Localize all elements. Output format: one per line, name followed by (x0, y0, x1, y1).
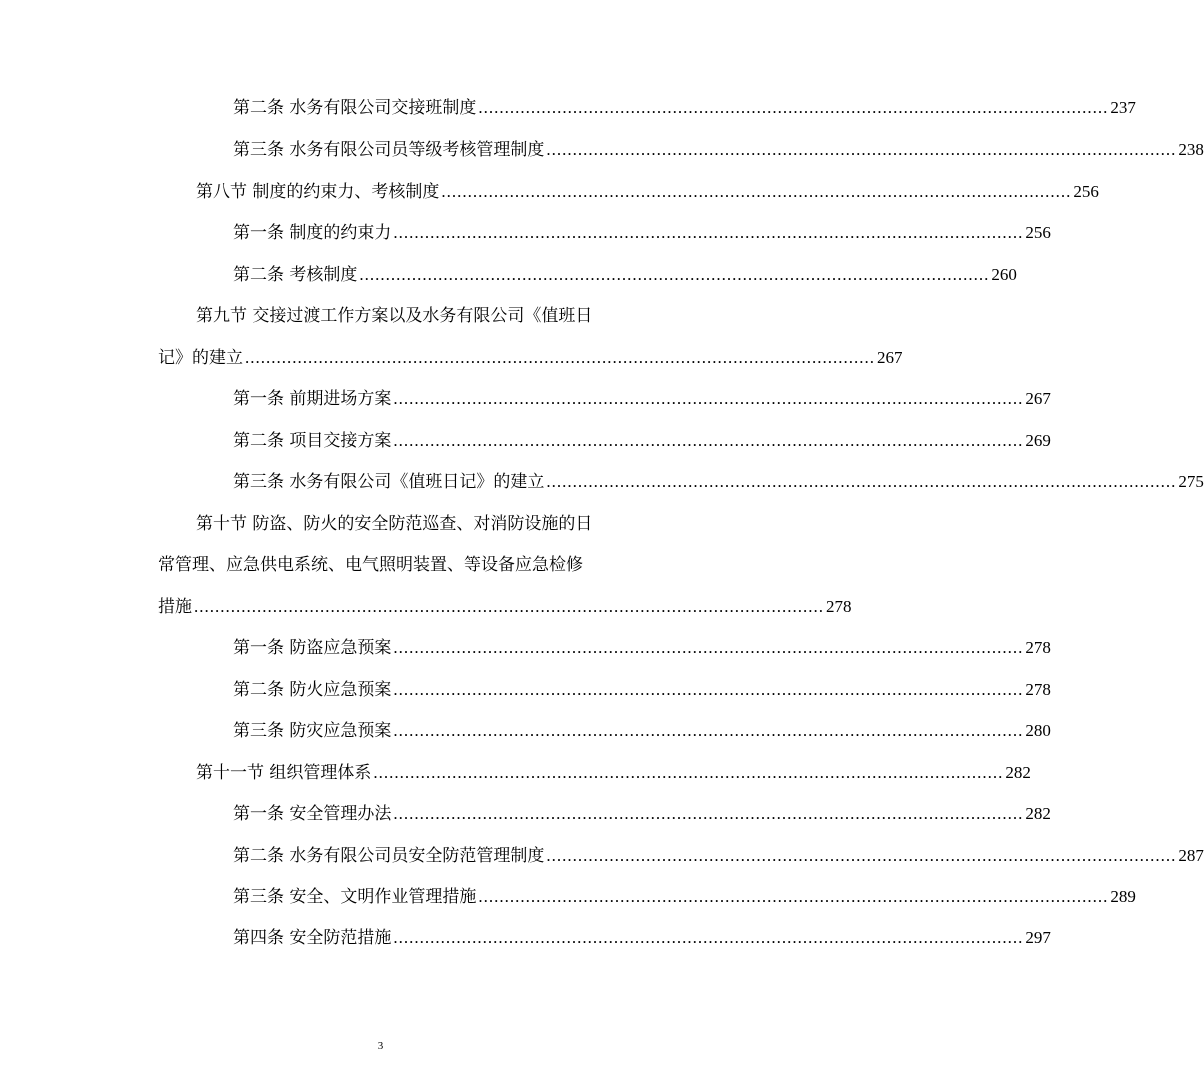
toc-entry[interactable] (233, 263, 1017, 287)
toc-entry-title: 第一条 前期进场方案 (233, 389, 392, 409)
toc-entry-title: 第三条 安全、文明作业管理措施 (233, 887, 477, 907)
toc-dot-leader: ........................................................................................................................ (393, 638, 1024, 657)
toc-dot-leader: ........................................................................................................................ (393, 389, 1024, 408)
toc-entry-title: 措施 (158, 597, 192, 617)
toc-entry[interactable] (233, 802, 1051, 826)
toc-entry-page: 267 (1025, 389, 1051, 408)
toc-dot-leader: ........................................................................................................................ (393, 721, 1024, 740)
toc-entry[interactable] (233, 387, 1051, 411)
toc-dot-leader: ........................................................................................................................ (393, 680, 1024, 699)
toc-entry[interactable] (233, 470, 1204, 494)
toc-entry-page: 282 (1005, 763, 1031, 782)
toc-entry[interactable] (233, 926, 1051, 950)
toc-dot-leader: ........................................................................................................................ (393, 928, 1024, 947)
toc-entry-page: 280 (1025, 721, 1051, 740)
toc-entry-title: 第八节 制度的约束力、考核制度 (196, 182, 440, 202)
toc-entry-title: 第四条 安全防范措施 (233, 928, 392, 948)
toc-entry-page: 278 (1025, 680, 1051, 699)
toc-entry-page: 238 (1178, 140, 1204, 159)
toc-dot-leader: ........................................................................................................................ (478, 887, 1109, 906)
toc-entry-page: 256 (1073, 182, 1099, 201)
toc-entry[interactable] (196, 761, 1031, 785)
toc-entry[interactable] (158, 595, 852, 619)
toc-entry[interactable] (196, 180, 1099, 204)
toc-entry[interactable] (233, 96, 1136, 120)
toc-entry-title: 第一条 安全管理办法 (233, 804, 392, 824)
toc-entry[interactable] (233, 844, 1204, 868)
toc-entry[interactable] (233, 221, 1051, 245)
toc-entry-page: 237 (1110, 98, 1136, 117)
toc-entry[interactable] (158, 346, 903, 370)
toc-dot-leader: ........................................................................................................................ (478, 98, 1109, 117)
toc-dot-leader: ........................................................................................................................ (441, 182, 1072, 201)
toc-entry-page: 275 (1178, 472, 1204, 491)
toc-entry-page: 267 (877, 348, 903, 367)
toc-entry-page: 289 (1110, 887, 1136, 906)
toc-entry[interactable] (233, 678, 1051, 702)
toc-entry-title-line: 第九节 交接过渡工作方案以及水务有限公司《值班日 (196, 306, 593, 326)
toc-entry-page: 256 (1025, 223, 1051, 242)
toc-dot-leader: ........................................................................................................................ (393, 223, 1024, 242)
toc-entry-title: 第三条 水务有限公司《值班日记》的建立 (233, 472, 545, 492)
toc-entry-title: 第一条 制度的约束力 (233, 223, 392, 243)
toc-entry-title-line: 第十节 防盗、防火的安全防范巡查、对消防设施的日 (196, 514, 593, 534)
toc-entry-title: 第二条 水务有限公司员安全防范管理制度 (233, 846, 545, 866)
toc-entry-title: 第十一节 组织管理体系 (196, 763, 372, 783)
toc-entry-title: 第二条 防火应急预案 (233, 680, 392, 700)
toc-entry-page: 260 (991, 265, 1017, 284)
page-number: 3 (377, 1040, 384, 1052)
toc-entry-page: 278 (1025, 638, 1051, 657)
toc-entry-title: 第二条 项目交接方案 (233, 431, 392, 451)
toc-entry-title: 第一条 防盗应急预案 (233, 638, 392, 658)
toc-entry-page: 282 (1025, 804, 1051, 823)
toc-entry-page: 287 (1178, 846, 1204, 865)
toc-entry-title: 第二条 考核制度 (233, 265, 358, 285)
toc-entry[interactable] (233, 885, 1136, 909)
toc-dot-leader: ........................................................................................................................ (546, 846, 1177, 865)
toc-entry[interactable] (233, 719, 1051, 743)
toc-entry[interactable] (233, 636, 1051, 660)
toc-entry-title: 第三条 防灾应急预案 (233, 721, 392, 741)
toc-entry[interactable] (233, 138, 1204, 162)
toc-dot-leader: ........................................................................................................................ (546, 472, 1177, 491)
toc-dot-leader: ........................................................................................................................ (359, 265, 990, 284)
toc-entry[interactable] (233, 429, 1051, 453)
toc-entry-page: 269 (1025, 431, 1051, 450)
toc-entry-page: 297 (1025, 928, 1051, 947)
toc-dot-leader: ........................................................................................................................ (373, 763, 1004, 782)
toc-entry-title-line: 常管理、应急供电系统、电气照明装置、等设备应急检修 (158, 555, 583, 575)
toc-entry-title: 第二条 水务有限公司交接班制度 (233, 98, 477, 118)
toc-dot-leader: ........................................................................................................................ (393, 431, 1024, 450)
toc-dot-leader: ........................................................................................................................ (546, 140, 1177, 159)
toc-entry-page: 278 (826, 597, 852, 616)
toc-entry-title: 第三条 水务有限公司员等级考核管理制度 (233, 140, 545, 160)
toc-dot-leader: ........................................................................................................................ (194, 597, 824, 616)
toc-dot-leader: ........................................................................................................................ (393, 804, 1024, 823)
toc-entry-title: 记》的建立 (158, 348, 243, 368)
toc-dot-leader: ........................................................................................................................ (245, 348, 875, 367)
